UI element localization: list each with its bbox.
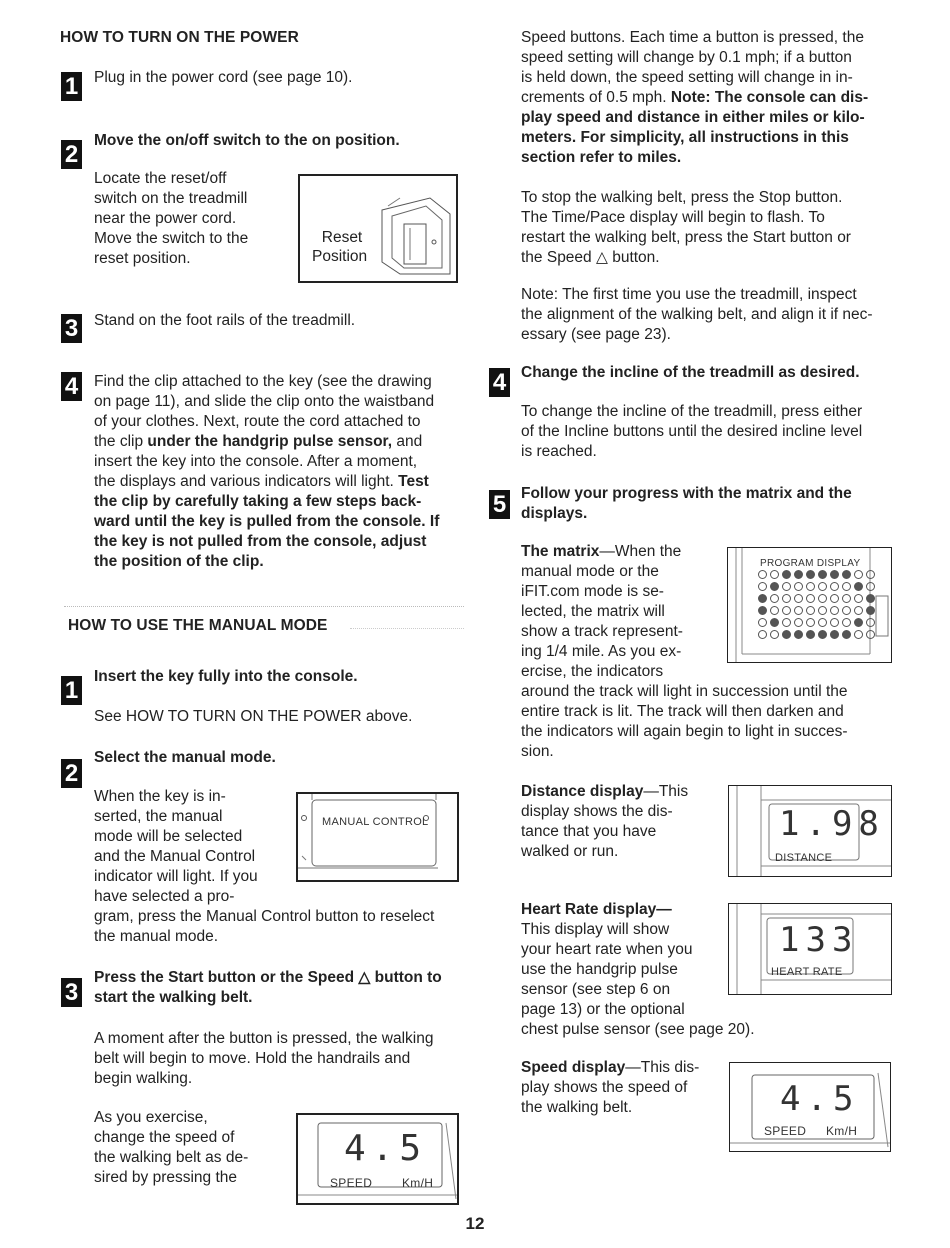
text-line: around the track will light in succession until the xyxy=(521,683,848,700)
matrix-dot xyxy=(782,582,791,591)
matrix-dot xyxy=(866,630,875,639)
matrix-dot xyxy=(818,594,827,603)
matrix-dot xyxy=(830,582,839,591)
matrix-dot xyxy=(758,606,767,615)
text-line: mode will be selected xyxy=(94,828,243,845)
text-line: the key is not pulled from the console, adjust xyxy=(94,533,427,550)
speed-display-illustration-right xyxy=(729,1062,891,1152)
step-number-5: 5 xyxy=(489,490,510,519)
program-display-illustration xyxy=(727,547,892,663)
text-run: and xyxy=(392,433,423,450)
text-line: meters. For simplicity, all instructions in this xyxy=(521,129,849,146)
text-run-bold: — xyxy=(656,901,672,918)
heart-rate-lcd-value: 133 xyxy=(779,920,859,960)
matrix-dot xyxy=(770,618,779,627)
matrix-dot xyxy=(806,594,815,603)
text-run: —This dis- xyxy=(625,1059,700,1076)
step-number-2: 2 xyxy=(61,759,82,788)
text-line: the walking belt as de- xyxy=(94,1149,249,1166)
text-line: Speed buttons. Each time a button is pressed, the xyxy=(521,29,864,46)
text-line: When the key is in- xyxy=(94,788,226,805)
distance-label: DISTANCE xyxy=(775,852,833,864)
text-line: gram, press the Manual Control button to reselect xyxy=(94,908,435,925)
matrix-dot xyxy=(806,570,815,579)
reset-label: Reset xyxy=(321,229,363,246)
step-number-4: 4 xyxy=(489,368,510,397)
heart-rate-text xyxy=(521,900,755,1040)
step-1-text: See HOW TO TURN ON THE POWER above. xyxy=(94,708,413,725)
text-line: page 13) or the optional xyxy=(521,1001,685,1018)
text-line: ercise, the indicators xyxy=(521,663,664,680)
text-line: the position of the clip. xyxy=(94,553,264,570)
matrix-dot xyxy=(830,606,839,615)
step-number-2: 2 xyxy=(61,140,82,169)
speed-label: SPEED xyxy=(330,1176,373,1190)
text-line: This display will show xyxy=(521,921,670,938)
speed-right-unit-label: Km/H xyxy=(826,1124,858,1138)
text-line: sired by pressing the xyxy=(94,1169,238,1186)
text-line: the Speed △ button. xyxy=(521,249,660,266)
text-line: Move the switch to the xyxy=(94,230,249,247)
text-line xyxy=(521,1058,699,1078)
matrix-dot xyxy=(854,570,863,579)
matrix-dot xyxy=(830,618,839,627)
text-line: ward until the key is pulled from the console. If xyxy=(94,513,440,530)
text-line: and the Manual Control xyxy=(94,848,256,865)
matrix-dot xyxy=(818,630,827,639)
manual-control-label: MANUAL CONTROL xyxy=(322,816,429,828)
program-display-label: PROGRAM DISPLAY xyxy=(760,558,861,569)
text-line: on page 11), and slide the clip onto the waistband xyxy=(94,393,435,410)
step-number-3: 3 xyxy=(61,978,82,1007)
text-line: restart the walking belt, press the Start button or xyxy=(521,229,851,246)
text-line: is held down, the speed setting will change in in- xyxy=(521,69,853,86)
matrix-dot xyxy=(854,630,863,639)
text-line: displays. xyxy=(521,505,588,522)
text-run-bold: Note: The console can dis- xyxy=(670,89,869,106)
step-4-title: Change the incline of the treadmill as desired. xyxy=(521,364,860,381)
matrix-dot xyxy=(806,630,815,639)
matrix-dot xyxy=(866,582,875,591)
text-line: switch on the treadmill xyxy=(94,190,248,207)
matrix-dot xyxy=(806,582,815,591)
term-matrix: The matrix xyxy=(521,543,600,560)
heart-rate-display-illustration xyxy=(728,903,892,995)
matrix-dot xyxy=(770,594,779,603)
matrix-dot xyxy=(794,594,803,603)
matrix-dot xyxy=(770,606,779,615)
text-line: play shows the speed of xyxy=(521,1079,688,1096)
speed-right-label: SPEED xyxy=(764,1124,807,1138)
speed-display-text xyxy=(521,1058,699,1118)
text-line: Follow your progress with the matrix and the xyxy=(521,485,852,502)
text-line: the clip by carefully taking a few steps back- xyxy=(94,493,422,510)
matrix-dot xyxy=(830,570,839,579)
matrix-dot xyxy=(866,618,875,627)
distance-text xyxy=(521,782,688,862)
step-2-title: Move the on/off switch to the on position. xyxy=(94,132,400,149)
text-line: Note: The first time you use the treadmill, inspect xyxy=(521,286,857,303)
step-3-text-b xyxy=(94,1108,248,1188)
matrix-dot xyxy=(830,594,839,603)
matrix-dot xyxy=(794,582,803,591)
text-line: the indicators will again begin to light in succes- xyxy=(521,723,848,740)
matrix-dot xyxy=(854,618,863,627)
matrix-dot xyxy=(758,594,767,603)
text-line: indicator will light. If you xyxy=(94,868,258,885)
text-line: Press the Start button or the Speed △ button to xyxy=(94,969,442,986)
text-line: reset position. xyxy=(94,250,191,267)
distance-display-illustration xyxy=(728,785,892,877)
matrix-dot xyxy=(830,630,839,639)
term-speed: Speed display xyxy=(521,1059,626,1076)
matrix-dot xyxy=(842,582,851,591)
text-line: show a track represent- xyxy=(521,623,683,640)
text-line: essary (see page 23). xyxy=(521,326,671,343)
matrix-dot xyxy=(818,570,827,579)
text-line: of your clothes. Next, route the cord attached to xyxy=(94,413,421,430)
matrix-dot xyxy=(866,594,875,603)
page-number: 12 xyxy=(465,1214,485,1233)
text-line: tance that you have xyxy=(521,823,657,840)
matrix-dot xyxy=(782,594,791,603)
matrix-dot-grid xyxy=(758,570,878,642)
matrix-dot xyxy=(818,606,827,615)
text-line: ing 1/4 mile. As you ex- xyxy=(521,643,682,660)
matrix-dot xyxy=(842,630,851,639)
matrix-dot xyxy=(794,606,803,615)
text-run: the clip xyxy=(94,433,148,450)
text-line: sion. xyxy=(521,743,554,760)
speed-unit-label: Km/H xyxy=(402,1176,434,1190)
text-line: entire track is lit. The track will then darken and xyxy=(521,703,844,720)
text-run: the displays and various indicators will light. xyxy=(94,473,399,490)
matrix-dot xyxy=(818,582,827,591)
matrix-dot xyxy=(758,570,767,579)
matrix-dot xyxy=(854,594,863,603)
matrix-dot xyxy=(758,618,767,627)
text-line: To change the incline of the treadmill, press either xyxy=(521,403,863,420)
step-4-text xyxy=(94,372,474,572)
text-line: manual mode or the xyxy=(521,563,659,580)
matrix-dot xyxy=(782,630,791,639)
text-line: walked or run. xyxy=(521,843,619,860)
step-3-text: Stand on the foot rails of the treadmill. xyxy=(94,312,356,329)
text-line: speed setting will change by 0.1 mph; if a button xyxy=(521,49,852,66)
matrix-dot xyxy=(770,582,779,591)
text-line: belt will begin to move. Hold the handrails and xyxy=(94,1050,411,1067)
text-line xyxy=(94,472,474,492)
matrix-dot xyxy=(794,630,803,639)
matrix-dot xyxy=(782,570,791,579)
text-line: of the Incline buttons until the desired incline level xyxy=(521,423,863,440)
text-run-bold: under the handgrip pulse sensor, xyxy=(147,433,393,450)
step-number-1: 1 xyxy=(61,676,82,705)
text-line: insert the key into the console. After a moment, xyxy=(94,453,418,470)
text-line: change the speed of xyxy=(94,1129,235,1146)
manual-control-illustration xyxy=(296,792,459,882)
text-run: —When the xyxy=(599,543,682,560)
text-line: Find the clip attached to the key (see the drawing xyxy=(94,373,432,390)
text-line: begin walking. xyxy=(94,1070,193,1087)
text-line: iFIT.com mode is se- xyxy=(521,583,664,600)
text-line: section refer to miles. xyxy=(521,149,682,166)
matrix-dot xyxy=(806,606,815,615)
heart-rate-label: HEART RATE xyxy=(771,966,843,978)
text-line: the alignment of the walking belt, and align it if nec- xyxy=(521,306,873,323)
text-line: your heart rate when you xyxy=(521,941,693,958)
text-line: serted, the manual xyxy=(94,808,223,825)
matrix-dot xyxy=(794,618,803,627)
text-line: have selected a pro- xyxy=(94,888,235,905)
speed-buttons-text xyxy=(521,28,901,168)
matrix-dot xyxy=(818,618,827,627)
matrix-dot xyxy=(758,582,767,591)
distance-lcd-value: 1.98 xyxy=(779,804,885,844)
matrix-dot xyxy=(758,630,767,639)
matrix-dot xyxy=(842,594,851,603)
step-number-4: 4 xyxy=(61,372,82,401)
matrix-dot xyxy=(842,606,851,615)
step-4-text xyxy=(521,402,862,462)
text-line: As you exercise, xyxy=(94,1109,208,1126)
text-run: —This xyxy=(643,783,689,800)
matrix-dot xyxy=(866,570,875,579)
speed-lcd-value: 4.5 xyxy=(344,1128,428,1169)
text-line: sensor (see step 6 on xyxy=(521,981,671,998)
speed-display-illustration xyxy=(296,1113,459,1205)
step-2-text xyxy=(94,169,248,269)
matrix-dot xyxy=(866,606,875,615)
section-heading-manual: HOW TO USE THE MANUAL MODE xyxy=(68,617,328,634)
text-line: the manual mode. xyxy=(94,928,219,945)
step-3-text xyxy=(94,1029,433,1089)
text-line: The Time/Pace display will begin to flash. To xyxy=(521,209,825,226)
text-run: crements of 0.5 mph. xyxy=(521,89,671,106)
step-1-text: Plug in the power cord (see page 10). xyxy=(94,69,353,86)
text-line xyxy=(521,782,688,802)
text-line xyxy=(521,900,755,920)
text-line: is reached. xyxy=(521,443,597,460)
matrix-dot xyxy=(794,570,803,579)
divider xyxy=(350,628,464,629)
speed-right-lcd-value: 4.5 xyxy=(780,1079,860,1119)
matrix-dot xyxy=(854,582,863,591)
text-run-bold: Test xyxy=(398,473,429,490)
text-line: lected, the matrix will xyxy=(521,603,665,620)
step-2-title: Select the manual mode. xyxy=(94,749,276,766)
matrix-dot xyxy=(854,606,863,615)
term-distance: Distance display xyxy=(521,783,644,800)
text-line: Locate the reset/off xyxy=(94,170,227,187)
text-line: A moment after the button is pressed, the walking xyxy=(94,1030,434,1047)
note-text xyxy=(521,285,873,345)
matrix-dot xyxy=(842,618,851,627)
text-line: To stop the walking belt, press the Stop button. xyxy=(521,189,843,206)
divider xyxy=(64,606,464,607)
matrix-dot xyxy=(782,618,791,627)
text-line: start the walking belt. xyxy=(94,989,253,1006)
text-line xyxy=(94,432,474,452)
text-line xyxy=(521,88,901,108)
matrix-dot xyxy=(842,570,851,579)
matrix-dot xyxy=(770,630,779,639)
console-drawing xyxy=(298,794,457,880)
reset-switch-illustration xyxy=(298,174,458,283)
text-line: the walking belt. xyxy=(521,1099,633,1116)
matrix-dot xyxy=(782,606,791,615)
step-3-title xyxy=(94,968,442,1008)
section-heading-power: HOW TO TURN ON THE POWER xyxy=(60,29,299,46)
text-line: use the handgrip pulse xyxy=(521,961,678,978)
position-label: Position xyxy=(312,248,368,265)
step-number-1: 1 xyxy=(61,72,82,101)
step-1-title: Insert the key fully into the console. xyxy=(94,668,358,685)
text-line: near the power cord. xyxy=(94,210,237,227)
matrix-dot xyxy=(770,570,779,579)
text-line: play speed and distance in either miles or kilo- xyxy=(521,109,865,126)
text-line: display shows the dis- xyxy=(521,803,673,820)
matrix-dot xyxy=(806,618,815,627)
term-heart-rate: Heart Rate display xyxy=(521,901,657,918)
step-5-title xyxy=(521,484,852,524)
stop-text xyxy=(521,188,851,268)
text-line: chest pulse sensor (see page 20). xyxy=(521,1021,755,1038)
step-number-3: 3 xyxy=(61,314,82,343)
